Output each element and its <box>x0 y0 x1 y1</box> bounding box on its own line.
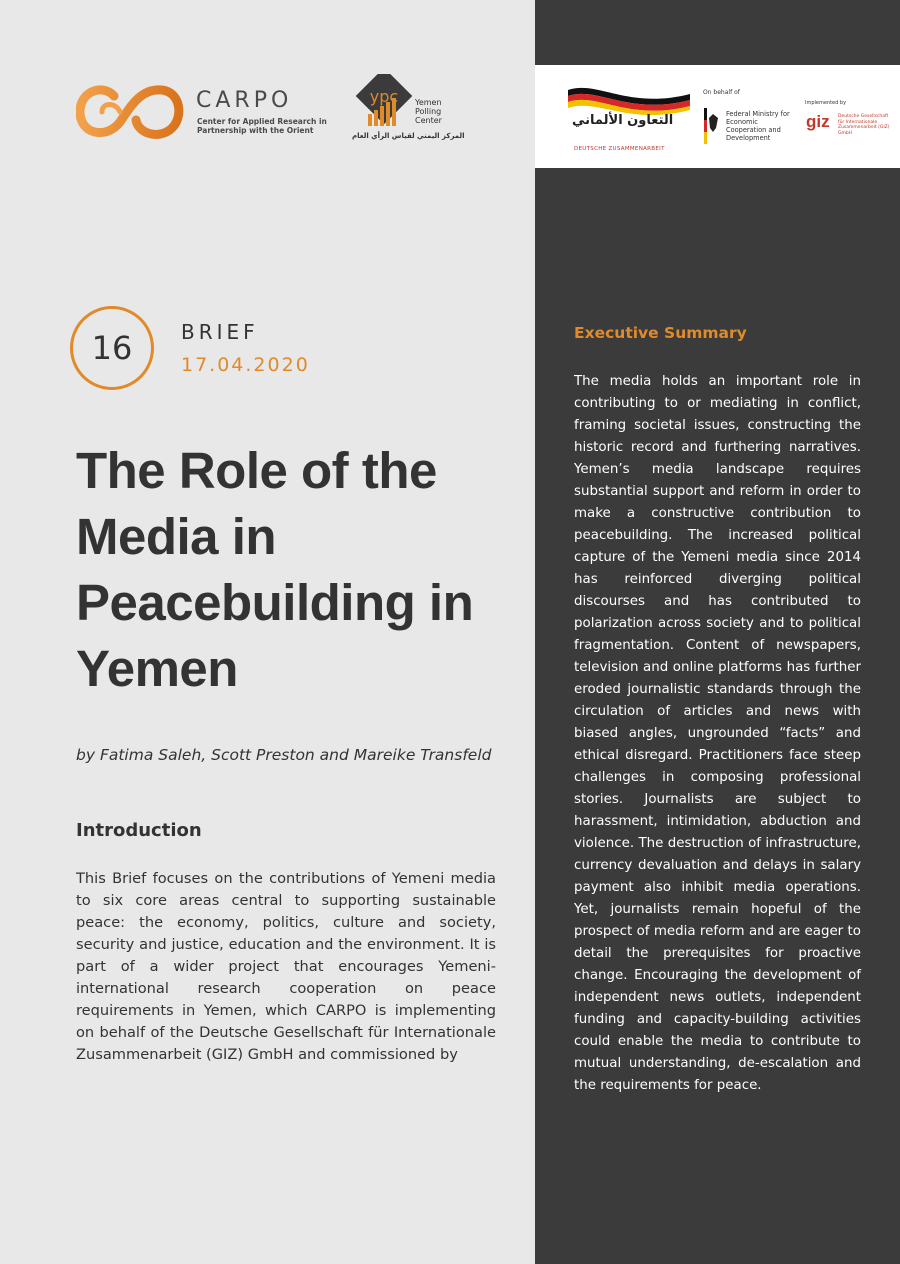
ypc-name: Yemen Polling Center <box>415 98 442 125</box>
ypc-arabic: المركز اليمني لقياس الرأي العام <box>352 132 465 140</box>
executive-summary-heading: Executive Summary <box>574 324 747 342</box>
brief-label: BRIEF <box>181 320 259 344</box>
federal-eagle-icon <box>704 106 720 146</box>
carpo-name: CARPO <box>196 88 293 113</box>
document-title: The Role of the Media in Peacebuilding in Yemen <box>76 442 474 697</box>
bmz-text: Federal Ministry for Economic Cooperation and Development <box>726 110 790 142</box>
carpo-subtitle: Center for Applied Research in Partnership with the Orient <box>197 117 327 135</box>
giz-logo: giz <box>806 112 830 131</box>
on-behalf-label: On behalf of <box>703 89 740 96</box>
implemented-by-label: Implemented by <box>805 100 847 106</box>
ypc-logo-icon <box>354 74 414 134</box>
giz-text: Deutsche Gesellschaft für Internationale Zusammenarbeit (GIZ) GmbH <box>838 114 890 136</box>
brief-number: 16 <box>91 329 133 367</box>
dz-arabic: التعاون الألماني <box>572 113 674 128</box>
brief-date: 17.04.2020 <box>181 354 310 376</box>
ypc-mark: ypc <box>369 87 399 106</box>
dz-text: DEUTSCHE ZUSAMMENARBEIT <box>574 146 665 152</box>
authors: by Fatima Saleh, Scott Preston and Mareike Transfeld <box>76 746 492 764</box>
introduction-heading: Introduction <box>76 820 202 841</box>
executive-summary-text: The media holds an important role in contributing to or mediating in conflict, framing societal issues, constructing the historic record and furthering narratives. Yemen’s media landscape requires substantial support and reform in order to make a constructive contribution to peacebuilding. The increased political capture of the Yemeni media since 2014 has reinforced diverging political discourses and has contributed to polarization across society and to political fragmentation. Content of newspapers, television and online platforms has further eroded journalistic standards through the circulation of articles and news with biased angles, ungrounded “facts” and ethical disregard. Practitioners face steep challenges in composing professional stories. Journalists are subject to harassment, intimidation, abduction and violence. The destruction of infrastructure, currency devaluation and delays in salary payment also inhibit media operations. Yet, journalists remain hopeful of the prospect of media reform and are eager to detail the prerequisites for proactive change. Encouraging the development of independent news outlets, independent funding and capacity-building activities could enable the media to contribute to mutual understanding, de-escalation and the requirements for peace. <box>574 374 861 1093</box>
introduction-text: This Brief focuses on the contributions of Yemeni media to six core areas central to supporting sustainable peace: the economy, politics, culture and society, security and justice, education and the environment. It is part of a wider project that encourages Yemeni-international research cooperation on peace requirements in Yemen, which CARPO is implementing on behalf of the Deutsche Gesellschaft für Internationale Zusammenarbeit (GIZ) GmbH and commissioned by <box>76 870 496 1063</box>
carpo-logo-icon <box>76 82 186 142</box>
